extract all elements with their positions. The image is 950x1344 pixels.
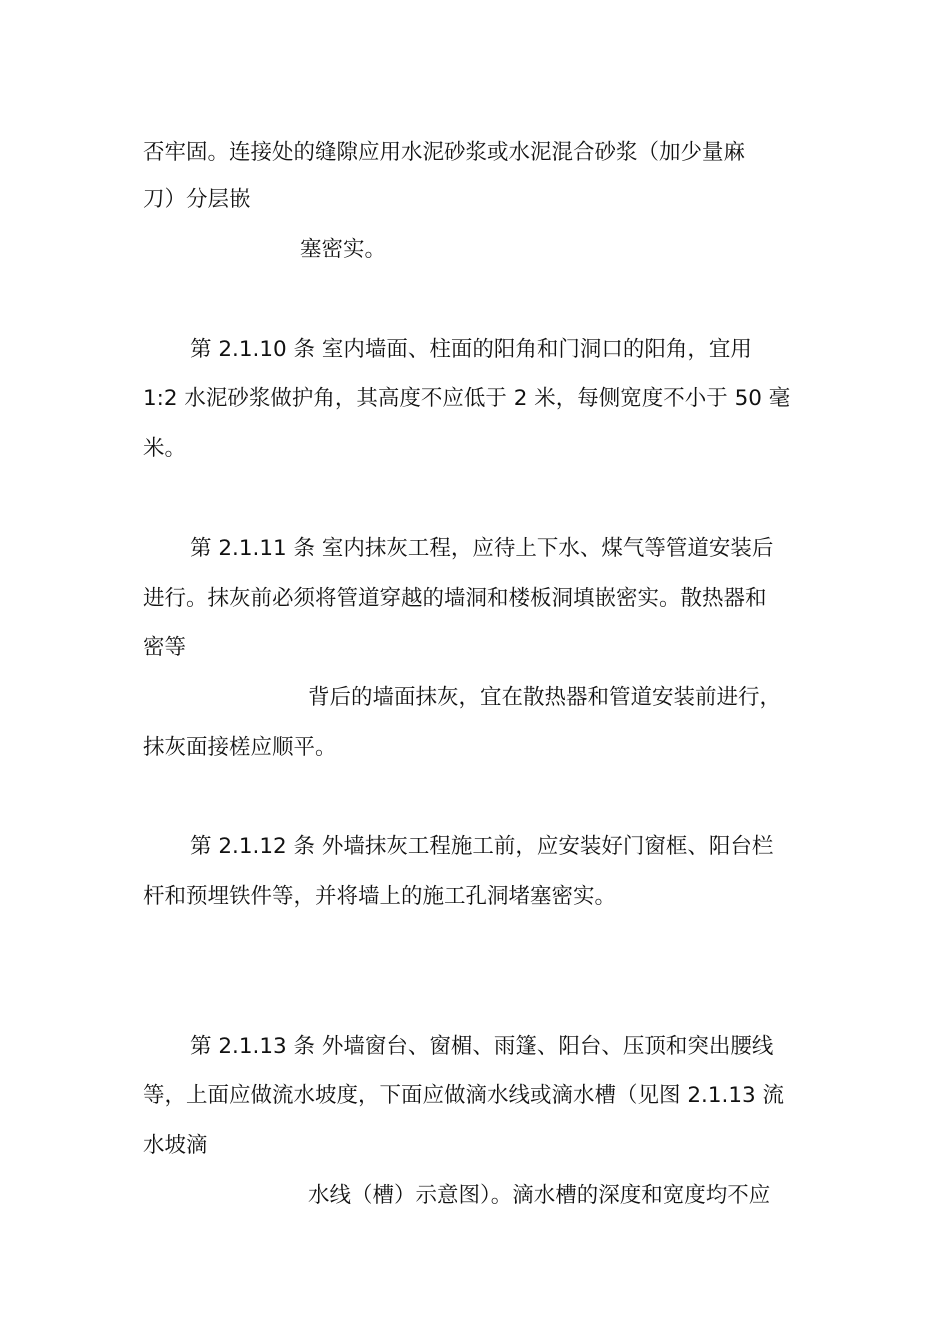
text-line: 等，上面应做流水坡度，下面应做滴水线或滴水槽（见图 2.1.13 流	[143, 1083, 785, 1108]
clause-2-1-12-start: 第 2.1.12 条 外墙抹灰工程施工前，应安装好门窗框、阳台栏	[190, 834, 774, 859]
clause-2-1-13-start: 第 2.1.13 条 外墙窗台、窗楣、雨篷、阳台、压顶和突出腰线	[190, 1034, 774, 1059]
text-line: 水坡滴	[143, 1133, 208, 1158]
text-line: 1:2 水泥砂浆做护角，其高度不应低于 2 米，每侧宽度不小于 50 毫	[143, 386, 791, 411]
text-line: 进行。抹灰前必须将管道穿越的墙洞和楼板洞填嵌密实。散热器和	[143, 586, 767, 611]
text-line: 杆和预埋铁件等，并将墙上的施工孔洞堵塞密实。	[143, 884, 617, 909]
clause-2-1-11-start: 第 2.1.11 条 室内抹灰工程，应待上下水、煤气等管道安装后	[190, 536, 774, 561]
text-line: 背后的墙面抹灰，宜在散热器和管道安装前进行，	[308, 685, 782, 710]
text-line: 否牢固。连接处的缝隙应用水泥砂浆或水泥混合砂浆（加少量麻	[143, 140, 746, 165]
text-line: 米。	[143, 436, 187, 461]
text-line: 水线（槽）示意图）。滴水槽的深度和宽度均不应	[308, 1183, 771, 1208]
text-line: 刀）分层嵌	[143, 187, 251, 212]
text-line: 密等	[143, 635, 187, 660]
text-line: 抹灰面接槎应顺平。	[143, 735, 337, 760]
text-line: 塞密实。	[300, 237, 387, 262]
clause-2-1-10-start: 第 2.1.10 条 室内墙面、柱面的阳角和门洞口的阳角，宜用	[190, 337, 752, 362]
